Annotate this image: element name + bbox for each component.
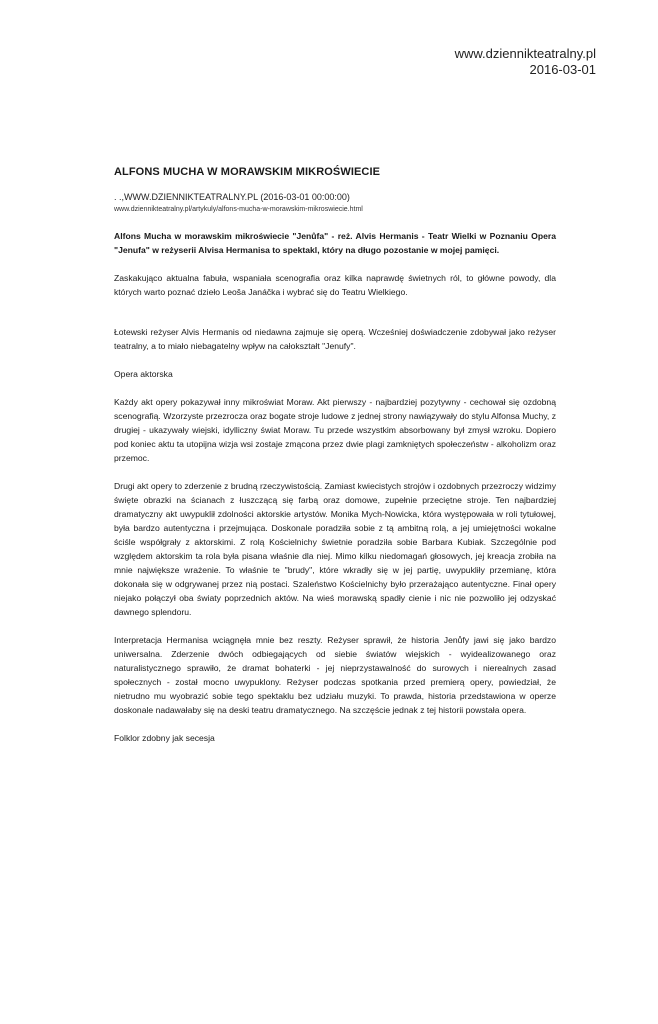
article-paragraph: Łotewski reżyser Alvis Hermanis od niedawna zajmuje się operą. Wcześniej doświadczenie zdobywał jako reżyser teatralny, a to miało niebagatelny wpływ na całokształt "Jenufy". (114, 327, 556, 351)
article-source: . .,WWW.DZIENNIKTEATRALNY.PL (2016-03-01 00:00:00) (114, 192, 350, 202)
section-heading: Folklor zdobny jak secesja (114, 733, 215, 743)
article (114, 166, 556, 759)
article-url[interactable]: www.dziennikteatralny.pl/artykuly/alfons-mucha-w-morawskim-mikroswiecie.html (114, 206, 363, 213)
article-paragraph: Interpretacja Hermanisa wciągnęła mnie bez reszty. Reżyser sprawił, że historia Jenůfy jawi się jako bardzo uniwersalna. Zderzenie dwóch odbiegających od siebie światów wiejskich - wyidealizowanego oraz naturalistycznego sprawiło, że dramat bohaterki - jej nieprzystawalność do surowych i nierealnych zasad społecznych - został mocno uwypuklony. Reżyser podczas spotkania przed premierą opery, powiedział, że nietrudno mu wyobrazić sobie tego spektaklu bez udziału muzyki. To prawda, historia przedstawiona w operze doskonale nadawałaby się na deski teatru dramatycznego. Na szczęście jednak z tej historii powstała opera. (114, 635, 556, 715)
article-title: ALFONS MUCHA W MORAWSKIM MIKROŚWIECIE (114, 166, 381, 178)
publication-date: 2016-03-01 (529, 62, 596, 77)
article-paragraph: Każdy akt opery pokazywał inny mikroświat Moraw. Akt pierwszy - najbardziej pozytywny - cechował się ozdobną scenografią. Wzorzyste przezrocza oraz bogate stroje ludowe z jednej strony nawiązywały do stylu Alfonsa Muchy, z drugiej - ukazywały wiejski, idylliczny świat Moraw. Tu przede wszystkim absorbowany był zmysł wzroku. Dopiero pod koniec aktu ta utopijna wizja wsi zostaje zmącona przez dwie plagi zamkniętych społeczeństw - alkoholizm oraz przemoc. (114, 397, 556, 463)
site-name: www.dziennikteatralny.pl (454, 46, 596, 61)
article-paragraph: Drugi akt opery to zderzenie z brudną rzeczywistością. Zamiast kwiecistych strojów i ozdobnych przezroczy widzimy święte obrazki na ścianach z łuszczącą się farbą oraz domowe, zupełnie przeciętne stroje. Ten najbardziej dramatyczny akt uwypuklił zdolności aktorskie artystów. Monika Mych-Nowicka, która występowała w roli tytułowej, była bardzo autentyczna i przejmująca. Doskonale poradziła sobie z tą ambitną rolą, a jej umiejętności wokalne ściśle współgrały z aktorskimi. Z rolą Kościelnichy świetnie poradziła sobie Barbara Kubiak. Szczególnie pod względem aktorskim ta rola była pisana właśnie dla niej. Mimo kilku niedomagań głosowych, jej kreacja zrobiła na mnie największe wrażenie. To właśnie te "brudy", które wkradły się w jej partię, uwypukliły przemianę, która dokonała się w odgrywanej przez nią postaci. Szaleństwo Kościelnichy było przerażająco autentyczne. Finał opery niejako połączył oba światy poprzednich aktów. Na wieś morawską spadły cienie i nic nie pozwoliło jej odzyskać dawnego splendoru. (114, 481, 556, 617)
article-lead: Alfons Mucha w morawskim mikroświecie "Jenůfa" - reż. Alvis Hermanis - Teatr Wielki w Poznaniu Opera "Jenufa" w reżyserii Alvisa Hermanisa to spektakl, który na długo pozostanie w mojej pamięci. (114, 231, 556, 255)
page-header (455, 46, 596, 78)
article-paragraph: Zaskakująco aktualna fabuła, wspaniała scenografia oraz kilka naprawdę świetnych ról, to główne powody, dla których warto poznać dzieło Leoša Janáčka i wybrać się do Teatru Wielkiego. (114, 273, 556, 297)
section-heading: Opera aktorska (114, 369, 173, 379)
